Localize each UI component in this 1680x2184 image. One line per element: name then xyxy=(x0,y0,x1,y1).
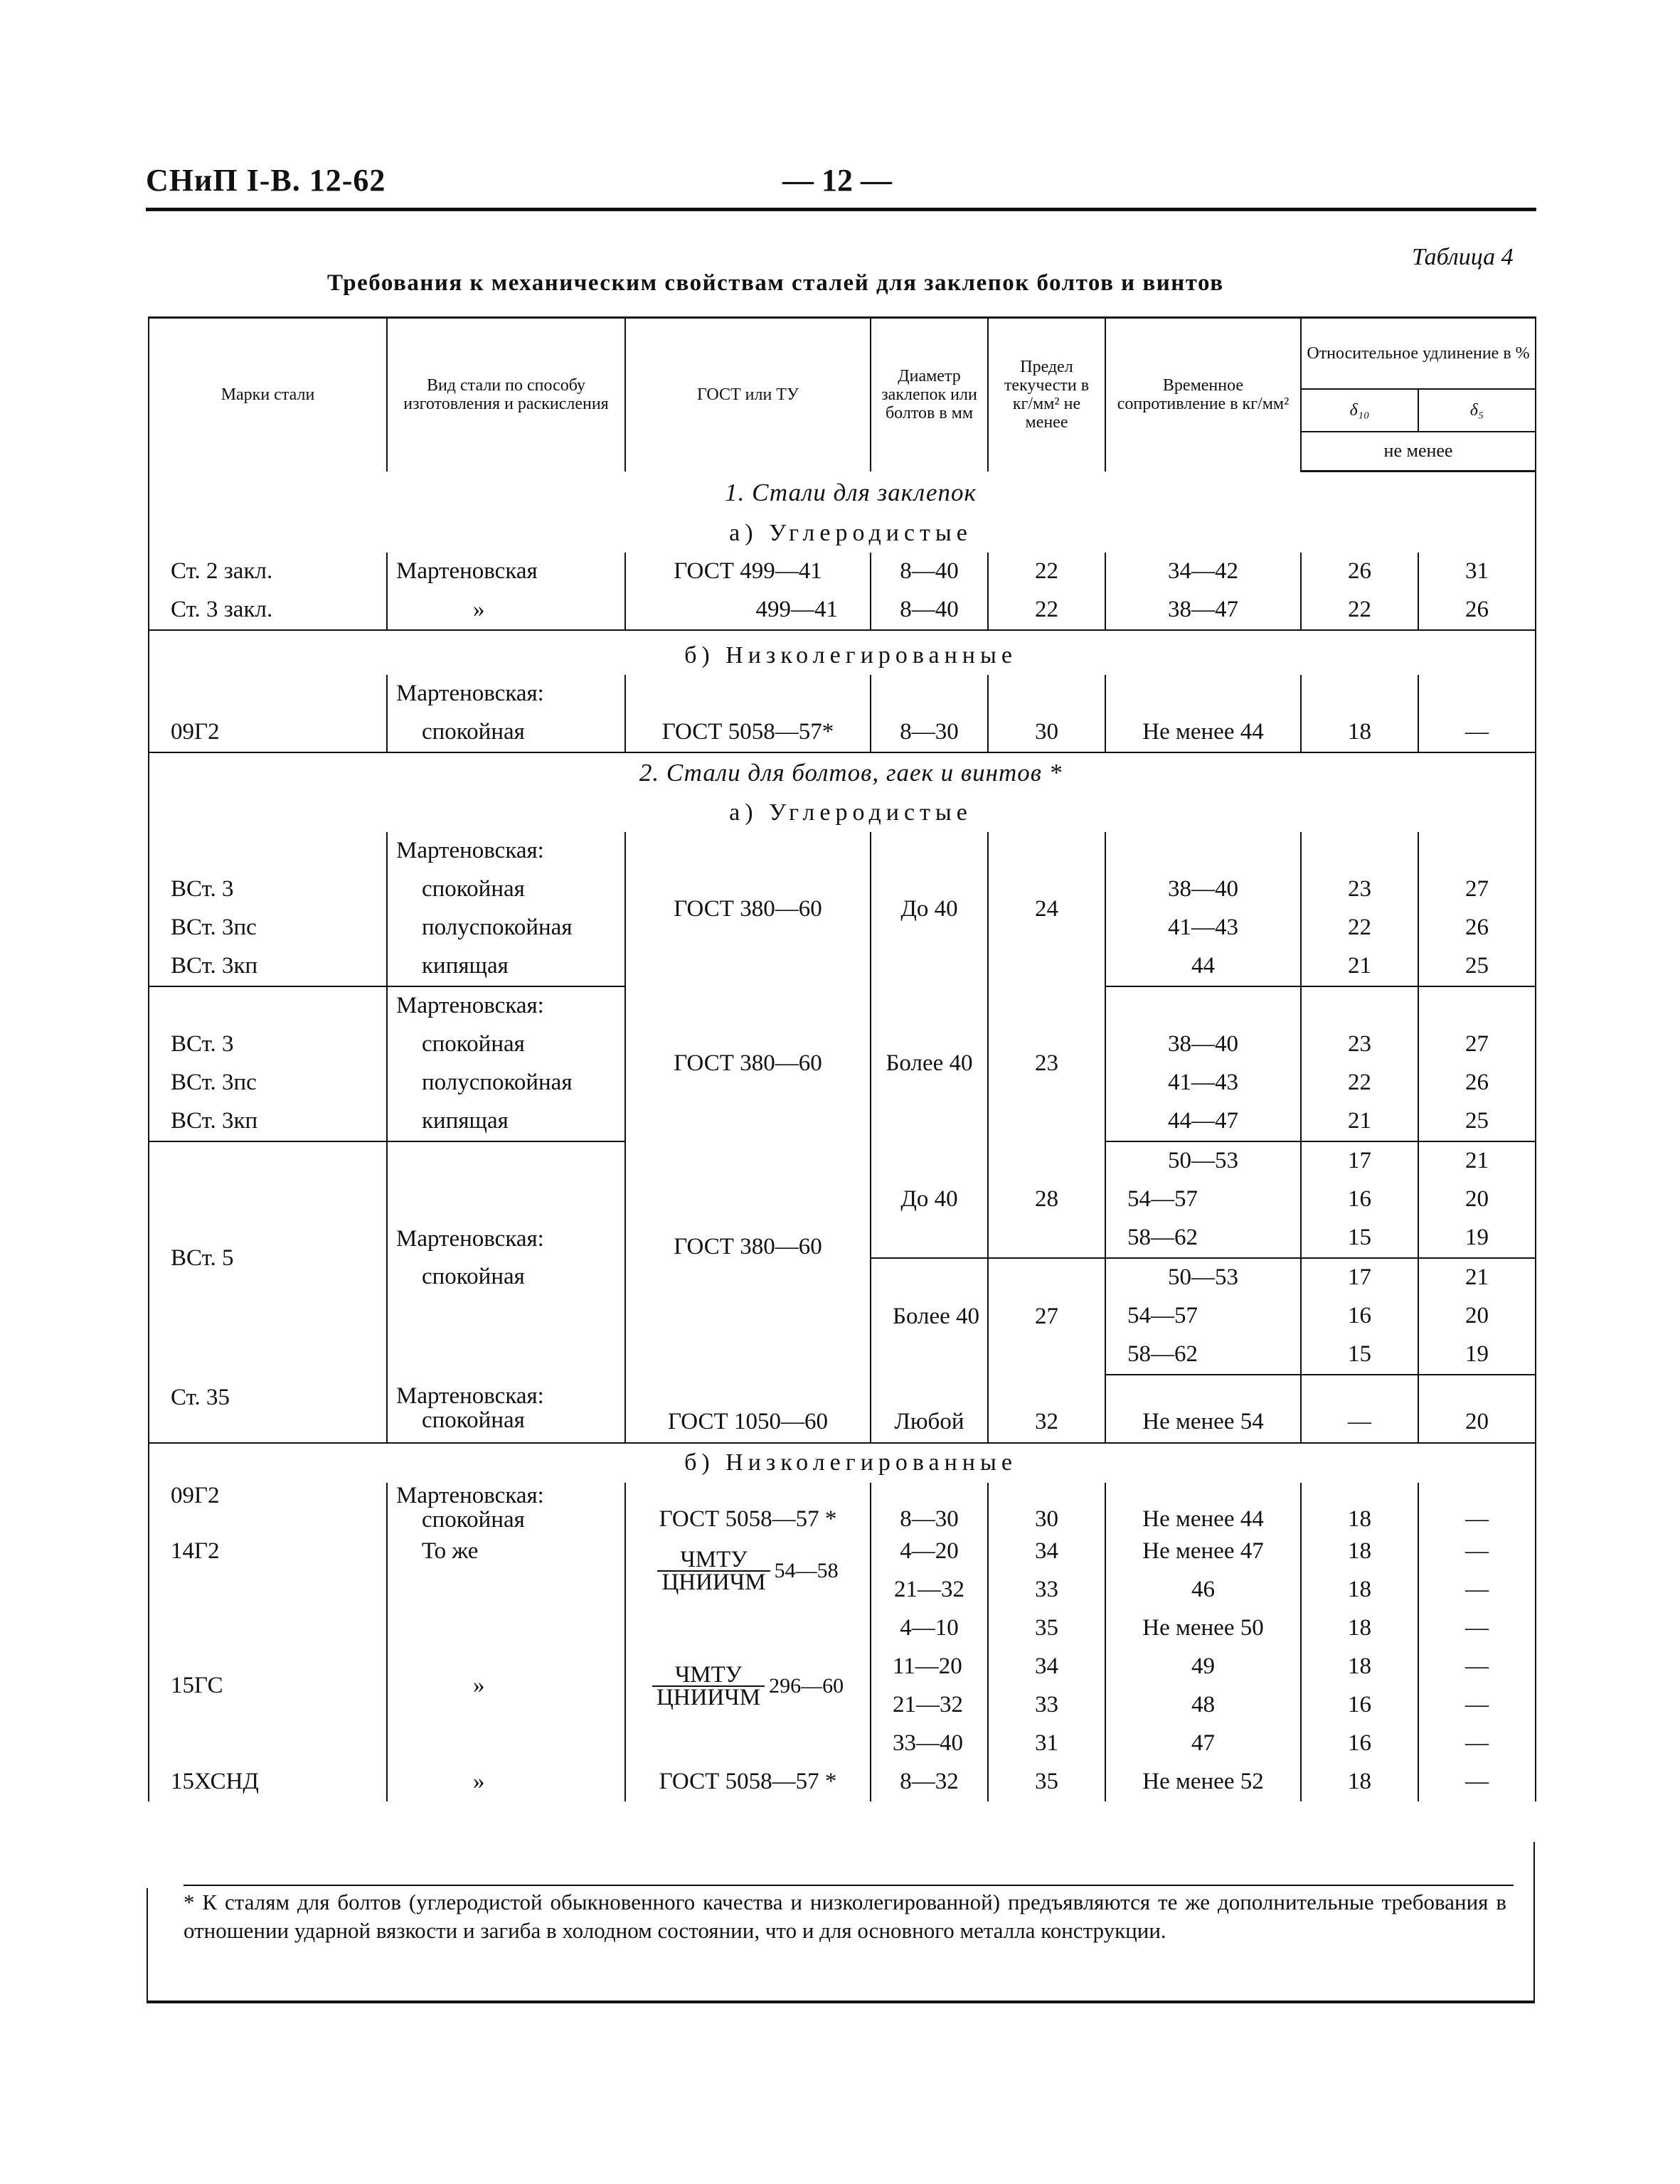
cell-delta5: 26 xyxy=(1418,909,1536,947)
cell-delta10: 21 xyxy=(1301,947,1418,986)
cell-diameter: 4—20 xyxy=(871,1533,988,1571)
cell-delta5: — xyxy=(1418,1763,1536,1801)
col-header-yield: Предел текучести в кг/мм² не менее xyxy=(988,318,1105,472)
table-frame-right xyxy=(1533,1842,1535,2002)
cell-gost: ГОСТ 5058—57* xyxy=(625,713,871,752)
cell-tensile: 54—57 xyxy=(1105,1297,1301,1336)
cell-kind: Мартеновская: xyxy=(387,675,625,713)
cell-kind: » xyxy=(387,1609,625,1763)
cell-diameter: До 40 xyxy=(871,832,988,986)
table-row xyxy=(149,1763,1536,1801)
cell-grade: ВСт. 3кп xyxy=(149,947,387,986)
cell-kind-line: спокойная xyxy=(422,1506,525,1533)
cell-gost: ГОСТ 380—60 xyxy=(625,1141,871,1375)
table-row xyxy=(149,832,1536,870)
page-header xyxy=(146,162,1536,212)
cell-yield: 22 xyxy=(988,553,1105,591)
cell-delta10: 21 xyxy=(1301,1102,1418,1141)
cell-delta10: 18 xyxy=(1301,1763,1418,1801)
cell-kind xyxy=(387,1483,625,1533)
cell-kind xyxy=(387,1375,625,1443)
subsection-heading: б) Низколегированные xyxy=(149,630,1536,675)
cell-delta5: — xyxy=(1418,1648,1536,1686)
cell-kind: Мартеновская: xyxy=(387,832,625,870)
cell-tensile: 38—40 xyxy=(1105,870,1301,909)
col-header-elongation: Относительное удлинение в % xyxy=(1301,318,1536,389)
cell-gost xyxy=(625,1533,871,1609)
cell-yield: 27 xyxy=(988,1258,1105,1375)
cell-tensile: 58—62 xyxy=(1105,1336,1301,1375)
cell-tensile: 47 xyxy=(1105,1725,1301,1763)
col-header-gost: ГОСТ или ТУ xyxy=(625,318,871,472)
cell-yield: 24 xyxy=(988,832,1105,986)
cell-grade: Ст. 35 xyxy=(149,1375,387,1443)
cell-delta10: 17 xyxy=(1301,1141,1418,1181)
col-header-delta5: δ₅ xyxy=(1418,389,1536,432)
cell-yield: 23 xyxy=(988,986,1105,1141)
table-row xyxy=(149,1141,1536,1181)
cell-delta10: 18 xyxy=(1301,1609,1418,1648)
table-frame-left xyxy=(147,1888,148,2002)
col-header-tensile: Временное сопротивление в кг/мм² xyxy=(1105,318,1301,472)
cell-delta5: 26 xyxy=(1418,591,1536,630)
cell-tensile: 41—43 xyxy=(1105,909,1301,947)
cell-gost xyxy=(625,1609,871,1763)
cell-diameter: Любой xyxy=(871,1375,988,1443)
cell-delta5: 25 xyxy=(1418,1102,1536,1141)
cell-gost: ГОСТ 5058—57 * xyxy=(625,1483,871,1533)
table-row xyxy=(149,986,1536,1026)
table-row xyxy=(149,553,1536,591)
cell-diameter: 8—40 xyxy=(871,553,988,591)
cell-kind: То же xyxy=(387,1533,625,1571)
cell-gost: ГОСТ 1050—60 xyxy=(625,1375,871,1443)
gost-fraction xyxy=(652,1661,765,1710)
cell-diameter: 21—32 xyxy=(871,1686,988,1725)
cell-delta5: — xyxy=(1418,1686,1536,1725)
table-frame-bottom xyxy=(147,2001,1535,2003)
cell-delta5: 19 xyxy=(1418,1219,1536,1258)
cell-kind: спокойная xyxy=(387,870,625,909)
cell-yield: 33 xyxy=(988,1686,1105,1725)
cell-kind-line: Мартеновская: xyxy=(396,1482,544,1508)
col-header-delta10: δ₁₀ xyxy=(1301,389,1418,432)
subsection-heading: а) Углеродистые xyxy=(149,794,1536,832)
cell-tensile: 50—53 xyxy=(1105,1141,1301,1181)
cell-kind: » xyxy=(387,1763,625,1801)
cell-tensile: 58—62 xyxy=(1105,1219,1301,1258)
cell-kind-line: Мартеновская: xyxy=(396,1226,544,1252)
cell-grade: ВСт. 3пс xyxy=(149,909,387,947)
cell-delta5: — xyxy=(1418,1609,1536,1648)
cell-delta5: — xyxy=(1418,1725,1536,1763)
cell-grade: 09Г2 xyxy=(149,713,387,752)
cell-delta10: 16 xyxy=(1301,1686,1418,1725)
cell-yield: 28 xyxy=(988,1141,1105,1258)
cell-kind-line: спокойная xyxy=(422,1264,525,1289)
footnote-rule xyxy=(184,1885,1514,1886)
cell-kind: кипящая xyxy=(387,947,625,986)
cell-diameter: 8—40 xyxy=(871,591,988,630)
cell-grade: ВСт. 3пс xyxy=(149,1064,387,1102)
cell-delta5: 31 xyxy=(1418,553,1536,591)
cell-kind: » xyxy=(387,591,625,630)
cell-kind: Мартеновская: xyxy=(387,986,625,1026)
cell-tensile: 46 xyxy=(1105,1571,1301,1609)
table-label: Таблица 4 xyxy=(1412,244,1514,270)
cell-delta10: 23 xyxy=(1301,1026,1418,1064)
steel-properties-table xyxy=(148,316,1536,1801)
col-header-diameter: Диаметр заклепок или болтов в мм xyxy=(871,318,988,472)
cell-delta10: 18 xyxy=(1301,1571,1418,1609)
cell-delta10: 15 xyxy=(1301,1336,1418,1375)
cell-delta10: 18 xyxy=(1301,1483,1418,1533)
col-header-kind: Вид стали по способу изготовления и раскисления xyxy=(387,318,625,472)
gost-fraction-den: ЦНИИЧМ xyxy=(656,1684,761,1710)
cell-diameter: До 40 xyxy=(871,1141,988,1258)
cell-diameter: 4—10 xyxy=(871,1609,988,1648)
cell-delta5: 27 xyxy=(1418,870,1536,909)
cell-delta10: 22 xyxy=(1301,909,1418,947)
cell-gost: ГОСТ 5058—57 * xyxy=(625,1763,871,1801)
cell-tensile: 48 xyxy=(1105,1686,1301,1725)
table-row xyxy=(149,675,1536,713)
cell-delta5: 20 xyxy=(1418,1181,1536,1219)
cell-delta10: 18 xyxy=(1301,1533,1418,1571)
cell-delta5: 20 xyxy=(1418,1297,1536,1336)
col-header-min-note: не менее xyxy=(1301,432,1536,472)
cell-delta5: — xyxy=(1418,1533,1536,1571)
cell-tensile: 44 xyxy=(1105,947,1301,986)
page-number: — 12 — xyxy=(782,163,892,198)
gost-fraction-num: ЧМТУ xyxy=(652,1664,765,1687)
cell-diameter: 8—32 xyxy=(871,1763,988,1801)
cell-diameter: Более 40 xyxy=(871,1258,988,1375)
cell-tensile: 38—47 xyxy=(1105,591,1301,630)
cell-delta10: 18 xyxy=(1301,1648,1418,1686)
cell-delta5: 21 xyxy=(1418,1258,1536,1297)
cell-kind xyxy=(387,1141,625,1375)
cell-kind: полуспокойная xyxy=(387,909,625,947)
cell-delta10: 22 xyxy=(1301,1064,1418,1102)
cell-tensile: Не менее 50 xyxy=(1105,1609,1301,1648)
cell-grade: 09Г2 xyxy=(149,1483,387,1533)
table-row xyxy=(149,1609,1536,1648)
document-code: СНиП I-В. 12-62 xyxy=(146,163,386,198)
cell-delta10: 15 xyxy=(1301,1219,1418,1258)
cell-grade: ВСт. 3 xyxy=(149,870,387,909)
cell-gost: ГОСТ 380—60 xyxy=(625,986,871,1141)
cell-grade: ВСт. 5 xyxy=(149,1141,387,1375)
cell-grade: Ст. 2 закл. xyxy=(149,553,387,591)
cell-yield: 30 xyxy=(988,713,1105,752)
cell-gost: 499—41 xyxy=(625,591,871,630)
cell-tensile: Не менее 44 xyxy=(1105,1483,1301,1533)
cell-delta5: 19 xyxy=(1418,1336,1536,1375)
cell-kind: кипящая xyxy=(387,1102,625,1141)
cell-tensile: 38—40 xyxy=(1105,1026,1301,1064)
cell-yield: 31 xyxy=(988,1725,1105,1763)
subsection-heading: а) Углеродистые xyxy=(149,514,1536,553)
gost-fraction-num: ЧМТУ xyxy=(657,1549,770,1572)
cell-gost: ГОСТ 499—41 xyxy=(625,553,871,591)
cell-delta10: 23 xyxy=(1301,870,1418,909)
cell-tensile: 44—47 xyxy=(1105,1102,1301,1141)
cell-kind: спокойная xyxy=(387,713,625,752)
cell-delta10: 22 xyxy=(1301,591,1418,630)
table-title: Требования к механическим свойствам сталей для заклепок болтов и винтов xyxy=(327,270,1224,296)
cell-kind-line: Мартеновская: xyxy=(396,1383,544,1409)
gost-number: 296—60 xyxy=(769,1673,844,1698)
table-row xyxy=(149,1483,1536,1533)
cell-grade: Ст. 3 закл. xyxy=(149,591,387,630)
cell-gost: ГОСТ 380—60 xyxy=(625,832,871,986)
gost-fraction xyxy=(657,1546,770,1595)
cell-diameter: 33—40 xyxy=(871,1725,988,1763)
cell-kind: Мартеновская xyxy=(387,553,625,591)
cell-delta5: 27 xyxy=(1418,1026,1536,1064)
subsection-heading: б) Низколегированные xyxy=(149,1443,1536,1483)
cell-tensile: 41—43 xyxy=(1105,1064,1301,1102)
cell-delta5: 25 xyxy=(1418,947,1536,986)
cell-grade: ВСт. 3кп xyxy=(149,1102,387,1141)
section-heading: 1. Стали для заклепок xyxy=(149,472,1536,514)
cell-kind: полуспокойная xyxy=(387,1064,625,1102)
cell-diameter: 8—30 xyxy=(871,713,988,752)
cell-tensile: Не менее 47 xyxy=(1105,1533,1301,1571)
cell-delta10: 18 xyxy=(1301,713,1418,752)
cell-tensile: 34—42 xyxy=(1105,553,1301,591)
cell-diameter: 8—30 xyxy=(871,1483,988,1533)
cell-tensile: Не менее 54 xyxy=(1105,1375,1301,1443)
cell-delta5: — xyxy=(1418,713,1536,752)
cell-tensile: 50—53 xyxy=(1105,1258,1301,1297)
col-header-grade: Марки стали xyxy=(149,318,387,472)
cell-yield: 34 xyxy=(988,1648,1105,1686)
cell-delta10: 16 xyxy=(1301,1725,1418,1763)
table-row xyxy=(149,713,1536,752)
cell-grade: ВСт. 3 xyxy=(149,1026,387,1064)
cell-delta5: — xyxy=(1418,1571,1536,1609)
cell-delta5: 21 xyxy=(1418,1141,1536,1181)
cell-kind: спокойная xyxy=(387,1026,625,1064)
cell-tensile: Не менее 52 xyxy=(1105,1763,1301,1801)
table-row xyxy=(149,1375,1536,1443)
cell-tensile: Не менее 44 xyxy=(1105,713,1301,752)
cell-delta5: 26 xyxy=(1418,1064,1536,1102)
cell-yield: 33 xyxy=(988,1571,1105,1609)
cell-delta10: — xyxy=(1301,1375,1418,1443)
cell-delta10: 16 xyxy=(1301,1181,1418,1219)
table-row xyxy=(149,1533,1536,1571)
gost-number: 54—58 xyxy=(774,1558,839,1582)
cell-diameter: 11—20 xyxy=(871,1648,988,1686)
cell-yield: 35 xyxy=(988,1763,1105,1801)
cell-tensile: 49 xyxy=(1105,1648,1301,1686)
cell-diameter: Более 40 xyxy=(871,986,988,1141)
cell-delta10: 26 xyxy=(1301,553,1418,591)
cell-delta5: — xyxy=(1418,1483,1536,1533)
cell-delta10: 16 xyxy=(1301,1297,1418,1336)
cell-delta10: 17 xyxy=(1301,1258,1418,1297)
cell-yield: 32 xyxy=(988,1375,1105,1443)
footnote: * К сталям для болтов (углеродистой обыкновенного качества и низколегированной) предъявляются те же дополнительные требования в отношении ударной вязкости и загиба в холодном состоянии, что и для основного металла конструкции. xyxy=(184,1890,1506,1943)
table-row xyxy=(149,591,1536,630)
cell-yield: 35 xyxy=(988,1609,1105,1648)
cell-delta5: 20 xyxy=(1418,1375,1536,1443)
cell-yield: 34 xyxy=(988,1533,1105,1571)
cell-yield: 22 xyxy=(988,591,1105,630)
cell-grade: 14Г2 xyxy=(149,1533,387,1571)
cell-grade: 15ХСНД xyxy=(149,1763,387,1801)
header-rule xyxy=(146,208,1536,211)
cell-kind-line: спокойная xyxy=(422,1407,525,1433)
cell-yield: 30 xyxy=(988,1483,1105,1533)
cell-grade: 15ГС xyxy=(149,1609,387,1763)
gost-fraction-den: ЦНИИЧМ xyxy=(661,1569,766,1595)
cell-diameter: 21—32 xyxy=(871,1571,988,1609)
cell-tensile: 54—57 xyxy=(1105,1181,1301,1219)
section-heading: 2. Стали для болтов, гаек и винтов * xyxy=(149,752,1536,794)
